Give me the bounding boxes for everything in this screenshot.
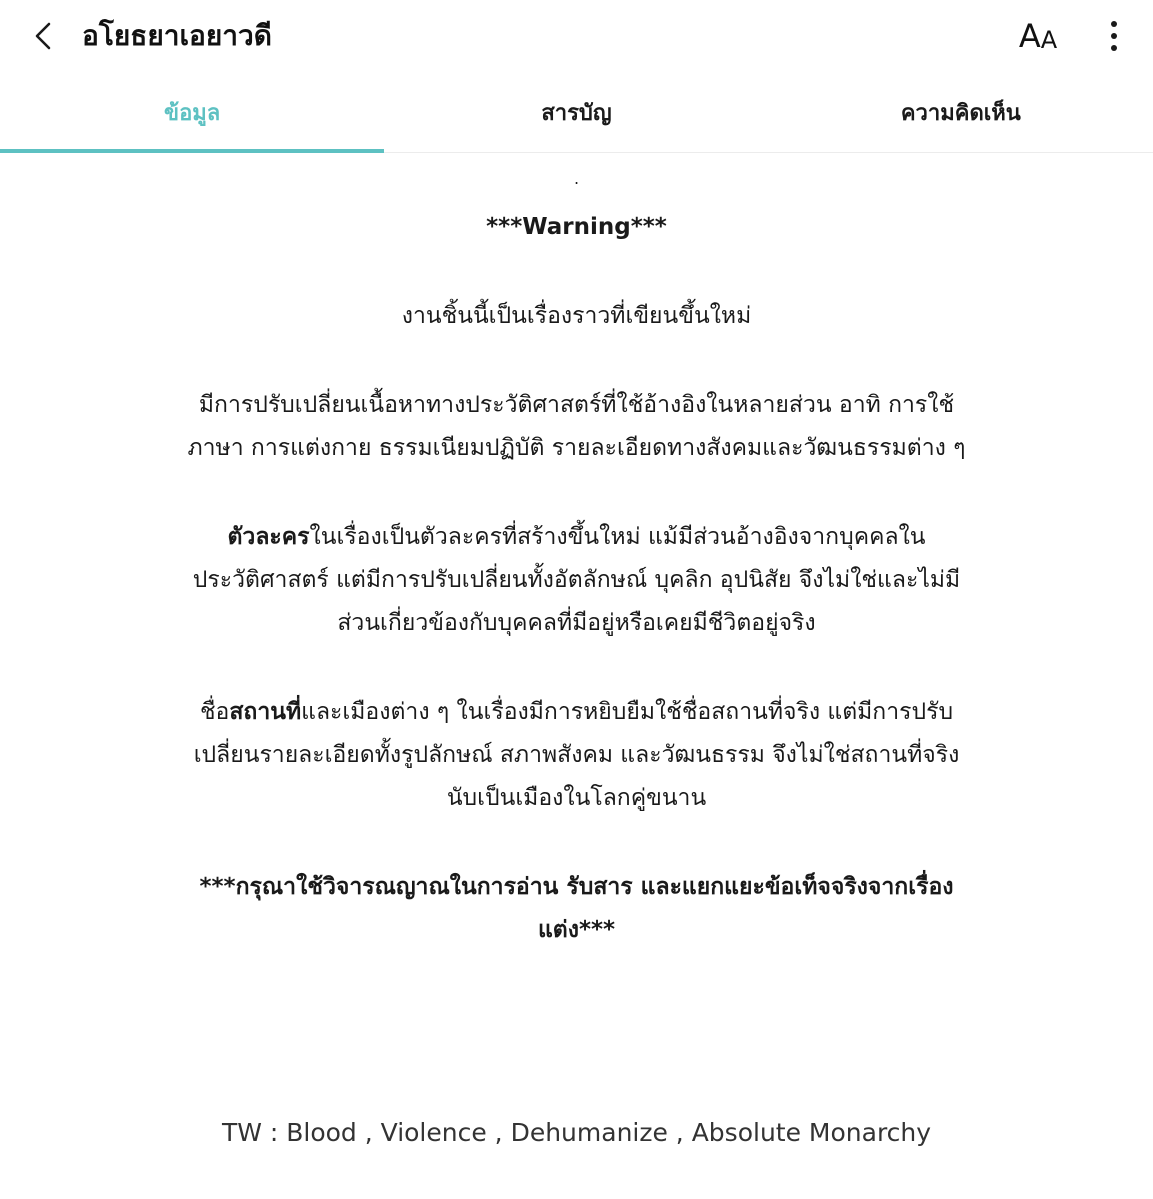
more-vertical-icon xyxy=(1109,20,1119,52)
more-options-button[interactable] xyxy=(1094,12,1134,60)
paragraph-line: นับเป็นเมืองในโลกคู่ขนาน xyxy=(446,785,707,811)
paragraph-text: ชื่อ xyxy=(199,699,230,725)
trigger-warning: TW : Blood , Violence , Dehumanize , Absolute Monarchy xyxy=(221,1118,932,1147)
paragraph-line: ***กรุณาใช้วิจารณญาณในการอ่าน รับสาร และแยกแยะข้อเท็จจริงจากเรื่อง xyxy=(199,874,954,900)
warning-heading xyxy=(150,206,1003,249)
paragraph-line: งานชิ้นนี้เป็นเรื่องราวที่เขียนขึ้นใหม่ xyxy=(401,303,752,329)
paragraph-line xyxy=(150,516,1003,559)
paragraph-text: และเมืองต่าง ๆ ในเรื่องมีการหยิบยืมใช้ชื่อสถานที่จริง แต่มีการปรับ xyxy=(301,699,954,725)
separator-dot: . xyxy=(573,169,580,188)
paragraph-line: แต่ง*** xyxy=(537,917,616,943)
paragraph-history xyxy=(150,384,1003,470)
font-size-icon-small: A xyxy=(1040,26,1058,54)
paragraph-line: ส่วนเกี่ยวข้องกับบุคคลที่มีอยู่หรือเคยมีชีวิตอยู่จริง xyxy=(337,610,816,636)
paragraph-line: เปลี่ยนรายละเอียดทั้งรูปลักษณ์ สภาพสังคม และวัฒนธรรม จึงไม่ใช่สถานที่จริง xyxy=(193,742,960,768)
font-size-button[interactable] xyxy=(1010,12,1066,60)
paragraph-text: ในเรื่องเป็นตัวละครที่สร้างขึ้นใหม่ แม้มีส่วนอ้างอิงจากบุคคลใน xyxy=(309,524,926,550)
emphasis-characters: ตัวละคร xyxy=(227,524,310,550)
tab-contents[interactable]: สารบัญ xyxy=(541,100,612,126)
tab-comments[interactable]: ความคิดเห็น xyxy=(900,100,1021,126)
paragraph-places xyxy=(150,691,1003,820)
paragraph-line: ภาษา การแต่งกาย ธรรมเนียมปฏิบัติ รายละเอียดทางสังคมและวัฒนธรรมต่าง ๆ xyxy=(187,435,966,461)
font-size-icon-large: A xyxy=(1018,17,1041,55)
synopsis-content xyxy=(150,152,1003,998)
top-app-bar xyxy=(0,0,1153,72)
chevron-left-icon xyxy=(32,21,56,51)
emphasis-places: สถานที่ xyxy=(229,699,302,725)
paragraph-line xyxy=(150,691,1003,734)
paragraph-characters xyxy=(150,516,1003,645)
back-button[interactable] xyxy=(22,14,66,58)
paragraph-line: มีการปรับเปลี่ยนเนื้อหาทางประวัติศาสตร์ที่ใช้อ้างอิงในหลายส่วน อาทิ การใช้ xyxy=(198,392,955,418)
tab-info[interactable]: ข้อมูล xyxy=(0,72,384,152)
warning-text: ***Warning*** xyxy=(486,214,667,240)
paragraph-discretion xyxy=(150,866,1003,952)
paragraph-new-story xyxy=(150,295,1003,338)
paragraph-line: ประวัติศาสตร์ แต่มีการปรับเปลี่ยนทั้งอัตลักษณ์ บุคลิก อุปนิสัย จึงไม่ใช่และไม่มี xyxy=(192,567,961,593)
page-title: อโยธยาเอยาวดี xyxy=(82,19,272,52)
tab-bar xyxy=(0,72,1153,153)
